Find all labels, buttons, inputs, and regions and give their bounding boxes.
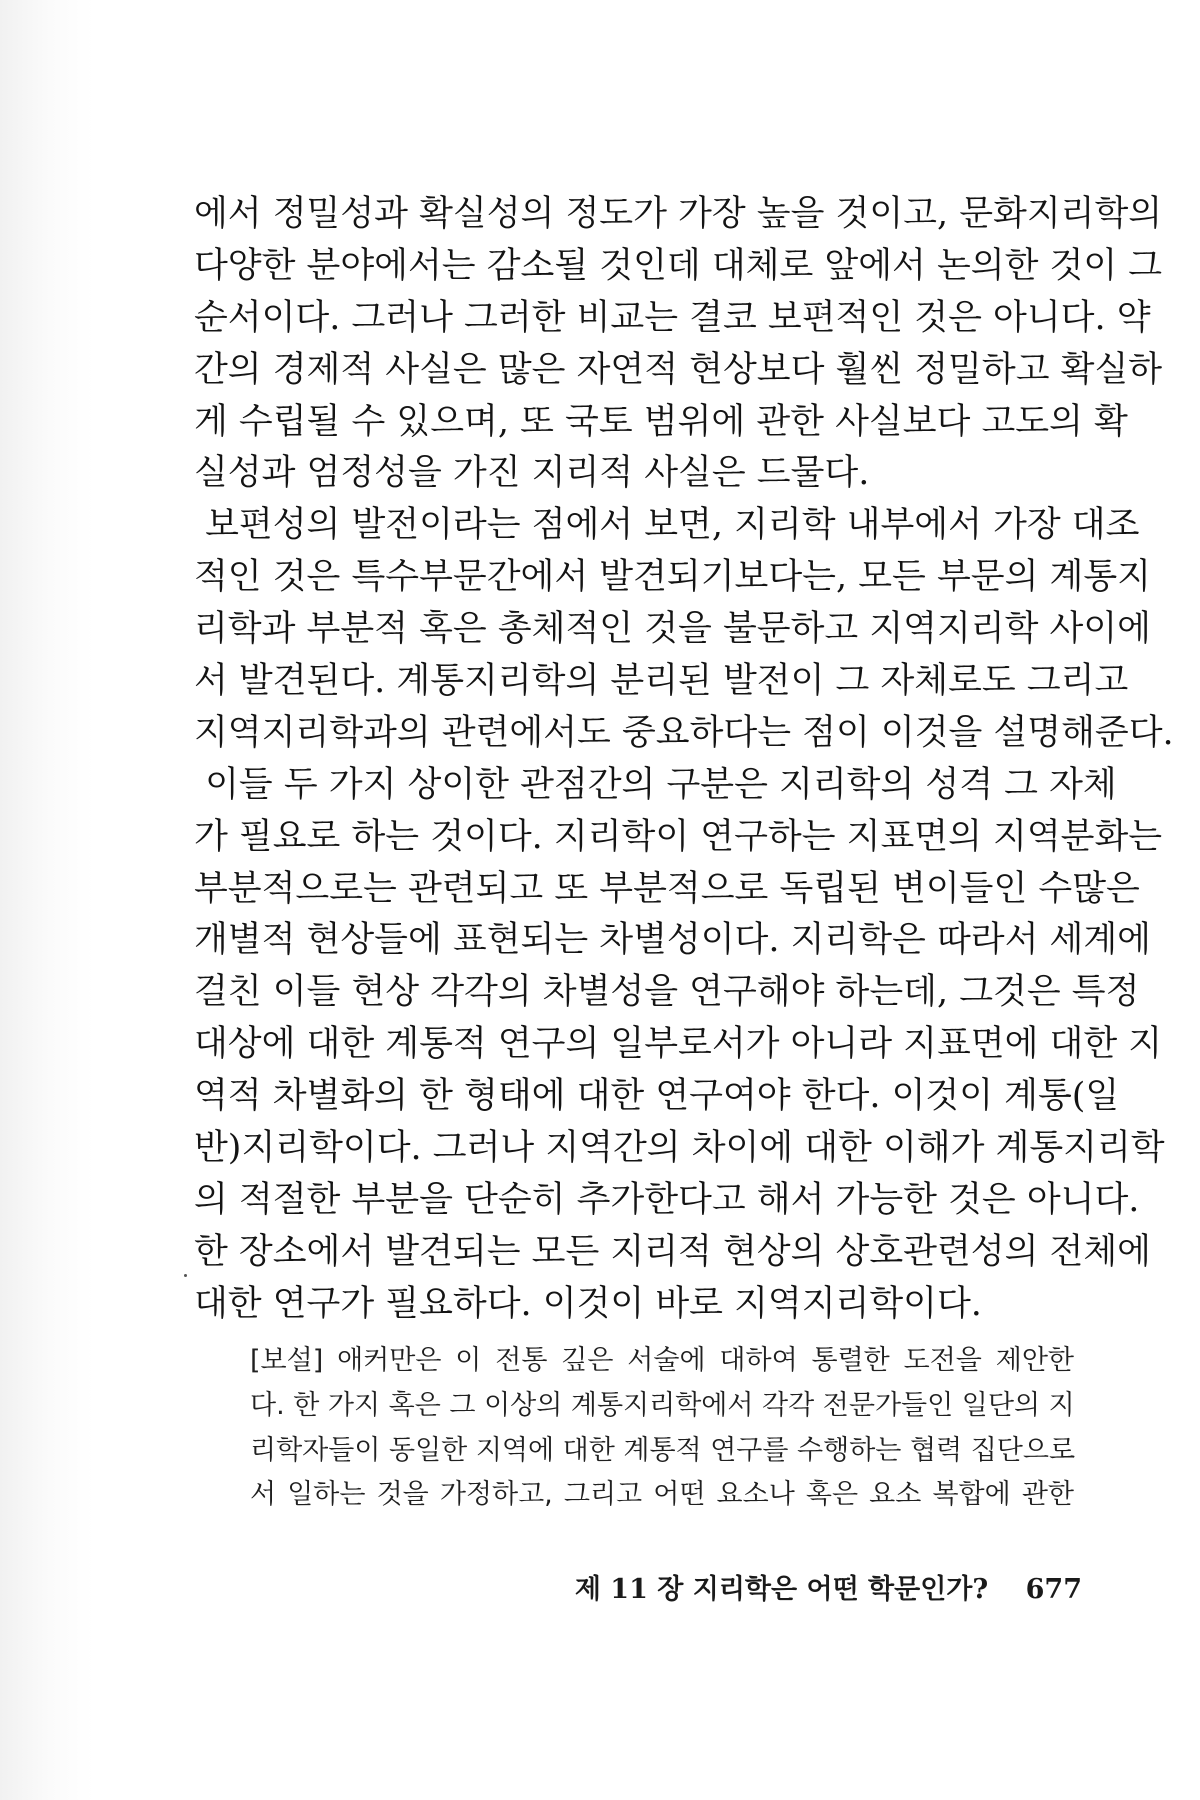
body-line: 한 장소에서 발견되는 모든 지리적 현상의 상호관련성의 전체에	[194, 1231, 1151, 1272]
body-line: 간의 경제적 사실은 많은 자연적 현상보다 훨씬 정밀하고 확실하	[194, 349, 1163, 390]
body-line: 가 필요로 하는 것이다. 지리학이 연구하는 지표면의 지역분화는	[194, 816, 1163, 857]
body-line: 대한 연구가 필요하다. 이것이 바로 지역지리학이다.	[194, 1283, 982, 1324]
body-line: 역적 차별화의 한 형태에 대한 연구여야 한다. 이것이 계통(일	[194, 1076, 1120, 1117]
body-line: 걸친 이들 현상 각각의 차별성을 연구해야 하는데, 그것은 특정	[194, 972, 1140, 1013]
body-line: 의 적절한 부분을 단순히 추가한다고 해서 가능한 것은 아니다.	[194, 1179, 1140, 1220]
body-line: 서 발견된다. 계통지리학의 분리된 발전이 그 자체로도 그리고	[194, 661, 1129, 702]
body-line: 대상에 대한 계통적 연구의 일부로서가 아니라 지표면에 대한 지	[194, 1024, 1163, 1065]
body-line: 실성과 엄정성을 가진 지리적 사실은 드물다.	[194, 453, 870, 494]
body-line: 다양한 분야에서는 감소될 것인데 대체로 앞에서 논의한 것이 그	[194, 245, 1163, 286]
print-speck	[184, 1274, 187, 1277]
chapter-title: 제 11 장 지리학은 어떤 학문인가?	[574, 1574, 989, 1605]
body-line: 개별적 현상들에 표현되는 차별성이다. 지리학은 따라서 세계에	[194, 920, 1151, 961]
body-line: 적인 것은 특수부문간에서 발견되기보다는, 모든 부문의 계통지	[194, 557, 1151, 598]
body-text	[194, 189, 1174, 1331]
body-line: 순서이다. 그러나 그러한 비교는 결코 보편적인 것은 아니다. 약	[194, 297, 1151, 338]
page-number: 677	[1025, 1574, 1082, 1605]
supplementary-note	[250, 1339, 1074, 1518]
body-line: 이들 두 가지 상이한 관점간의 구분은 지리학의 성격 그 자체	[194, 764, 1117, 805]
body-line: 반)지리학이다. 그러나 지역간의 차이에 대한 이해가 계통지리학	[194, 1128, 1165, 1169]
body-line: 부분적으로는 관련되고 또 부분적으로 독립된 변이들인 수많은	[194, 868, 1140, 909]
body-line: 리학과 부분적 혹은 총체적인 것을 불문하고 지역지리학 사이에	[194, 609, 1151, 650]
body-line: 보편성의 발전이라는 점에서 보면, 지리학 내부에서 가장 대조	[194, 505, 1140, 546]
body-line: 에서 정밀성과 확실성의 정도가 가장 높을 것이고, 문화지리학의	[194, 194, 1163, 234]
note-line: 리학자들이 동일한 지역에 대한 계통적 연구를 수행하는 협력 집단으로	[250, 1434, 1076, 1466]
body-line: 지역지리학과의 관련에서도 중요하다는 점이 이것을 설명해준다.	[194, 712, 1174, 753]
page-footer	[0, 1567, 1082, 1606]
note-line: [보설] 애커만은 이 전통 깊은 서술에 대하여 통렬한 도전을 제안한	[250, 1345, 1074, 1376]
note-line: 다. 한 가지 혹은 그 이상의 계통지리학에서 각각 전문가들인 일단의 지	[250, 1389, 1075, 1421]
body-line: 게 수립될 수 있으며, 또 국토 범위에 관한 사실보다 고도의 확	[194, 401, 1128, 442]
note-line: 서 일하는 것을 가정하고, 그리고 어떤 요소나 혹은 요소 복합에 관한	[250, 1479, 1074, 1511]
